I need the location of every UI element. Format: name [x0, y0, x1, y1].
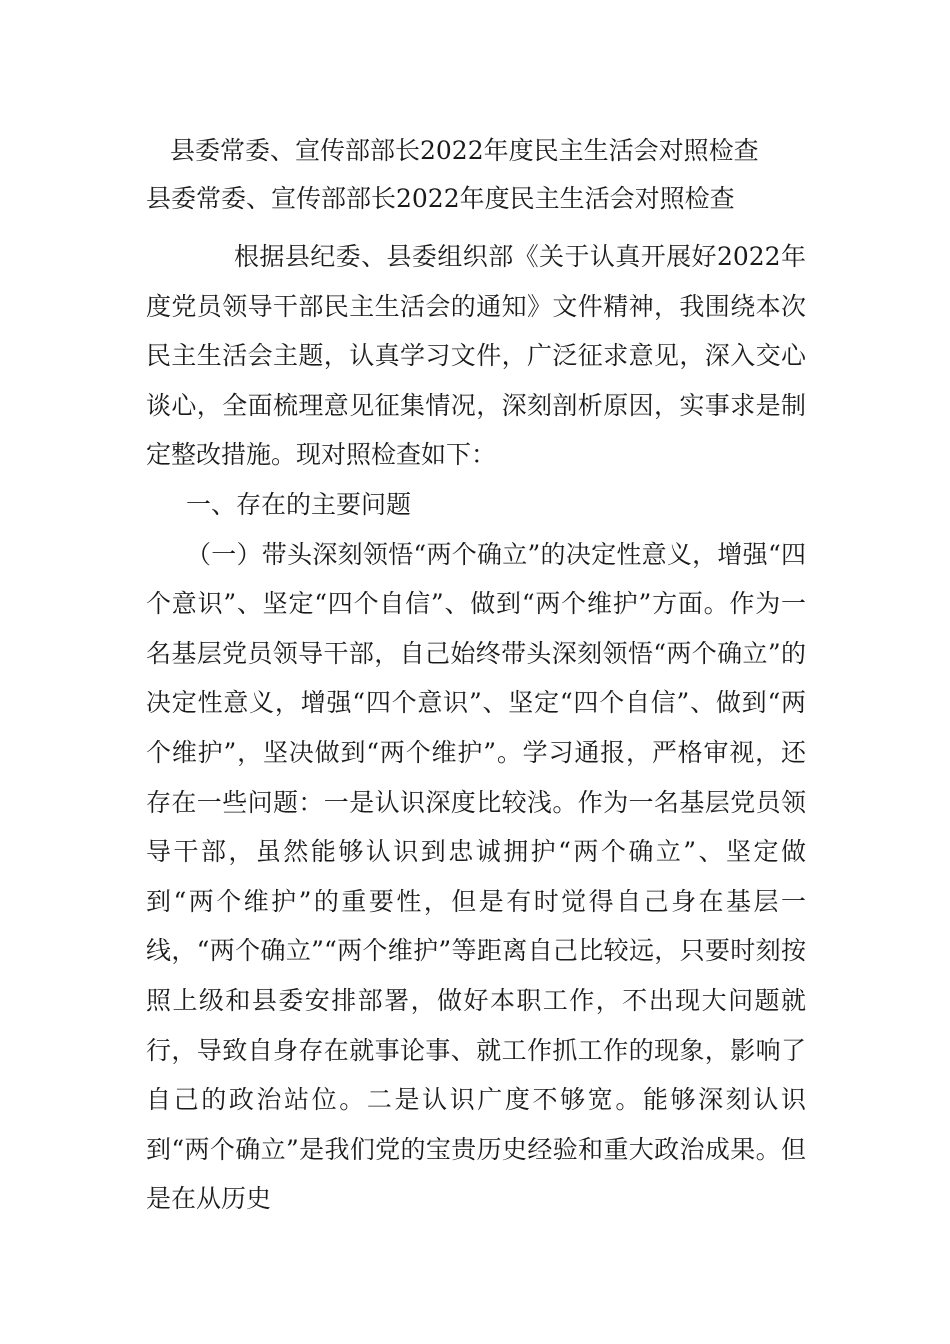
- document-body: [146, 232, 806, 1224]
- body-paragraph: （一）带头深刻领悟“两个确立”的决定性意义，增强“四个意识”、坚定“四个自信”、做到“两个维护”方面。作为一名基层党员领导干部，自己始终带头深刻领悟“两个确立”的决定性意义，增强“四个意识”、坚定“四个自信”、做到“两个维护”，坚决做到“两个维护”。学习通报，严格审视，还存在一些问题：一是认识深度比较浅。作为一名基层党员领导干部，虽然能够认识到忠诚拥护“两个确立”、坚定做到“两个维护”的重要性，但是有时觉得自己身在基层一线，“两个确立”“两个维护”等距离自己比较远，只要时刻按照上级和县委安排部署，做好本职工作，不出现大问题就行，导致自身存在就事论事、就工作抓工作的现象，影响了自己的政治站位。二是认识广度不够宽。能够深刻认识到“两个确立”是我们党的宝贵历史经验和重大政治成果。但是在从历史: [146, 539, 806, 1214]
- document-title-repeat: 县委常委、宣传部部长2022年度民主生活会对照检查: [146, 184, 735, 213]
- intro-paragraph: 根据县纪委、县委组织部《关于认真开展好2022年度党员领导干部民主生活会的通知》文件精神，我围绕本次民主生活会主题，认真学习文件，广泛征求意见，深入交心谈心，全面梳理意见征集情况，深刻剖析原因，实事求是制定整改措施。现对照检查如下：: [146, 242, 806, 470]
- section-heading: 一、存在的主要问题: [186, 489, 412, 519]
- document-title: 县委常委、宣传部部长2022年度民主生活会对照检查: [170, 136, 759, 165]
